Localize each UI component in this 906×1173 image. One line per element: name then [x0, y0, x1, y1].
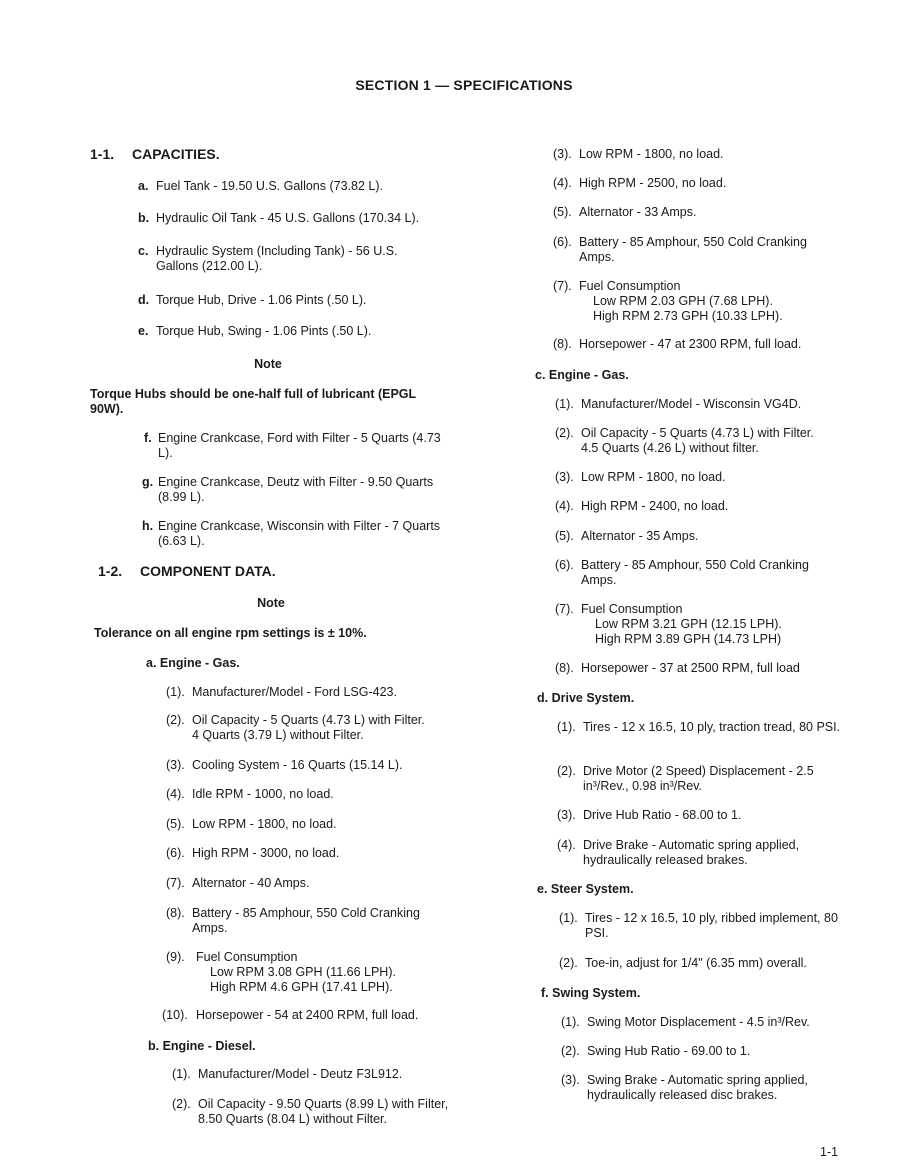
list-item — [138, 179, 438, 194]
list-item — [559, 956, 859, 971]
item-label: (1). — [559, 911, 578, 925]
item-label: b. — [138, 211, 150, 225]
item-text: Manufacturer/Model - Wisconsin VG4D. — [581, 397, 802, 411]
item-text: Engine Crankcase, Wisconsin with Filter - 7 Quarts (6.63 L). — [158, 519, 441, 548]
item-label: (1). — [166, 685, 185, 699]
list-item — [557, 720, 847, 735]
list-item — [553, 205, 853, 220]
list-item — [166, 685, 456, 700]
list-item — [172, 1097, 462, 1127]
list-item — [138, 293, 438, 308]
item-text: Oil Capacity - 5 Quarts (4.73 L) with Filter. — [581, 426, 814, 440]
list-item — [172, 1067, 462, 1082]
item-label: (2). — [557, 764, 576, 778]
item-label: (5). — [555, 529, 574, 543]
list-item — [561, 1044, 861, 1059]
item-label: (5). — [166, 817, 185, 831]
item-subline: High RPM 4.6 GPH (17.41 LPH). — [210, 980, 393, 994]
item-text: High RPM - 3000, no load. — [192, 846, 340, 860]
item-text: Swing Brake - Automatic spring applied, hydraulically released disc brakes. — [587, 1073, 808, 1102]
item-label: d. — [138, 293, 150, 307]
item-text: Cooling System - 16 Quarts (15.14 L). — [192, 758, 403, 772]
item-text: Horsepower - 54 at 2400 RPM, full load. — [196, 1008, 419, 1022]
item-text: Battery - 85 Amphour, 550 Cold Cranking Amps. — [192, 906, 420, 935]
subsection-heading-engine-gas-wisconsin: c. Engine - Gas. — [535, 368, 629, 382]
item-text: Toe-in, adjust for 1/4" (6.35 mm) overall. — [585, 956, 807, 970]
section-heading-capacities — [90, 147, 220, 162]
list-item — [555, 470, 855, 485]
list-item — [553, 176, 853, 191]
item-label: e. — [138, 324, 149, 338]
note-heading: Note — [257, 596, 285, 610]
list-item — [555, 499, 855, 514]
item-label: (1). — [555, 397, 574, 411]
item-text: Idle RPM - 1000, no load. — [192, 787, 334, 801]
list-item — [559, 911, 849, 941]
item-text: High RPM - 2500, no load. — [579, 176, 727, 190]
list-item — [553, 279, 853, 324]
section-number: 1-1. — [90, 146, 115, 162]
item-label: (1). — [557, 720, 576, 734]
item-label: (8). — [553, 337, 572, 351]
item-label: (4). — [166, 787, 185, 801]
item-label: (2). — [555, 426, 574, 440]
subsection-heading-swing-system: f. Swing System. — [541, 986, 641, 1000]
list-item — [166, 846, 456, 861]
item-label: (1). — [561, 1015, 580, 1029]
list-item — [555, 602, 855, 647]
item-text: Battery - 85 Amphour, 550 Cold Cranking Amps. — [581, 558, 809, 587]
item-subline: Low RPM 2.03 GPH (7.68 LPH). — [593, 294, 773, 308]
item-text: Fuel Tank - 19.50 U.S. Gallons (73.82 L). — [156, 179, 383, 193]
item-text: Fuel Consumption — [579, 279, 681, 293]
item-text-line2: 4 Quarts (3.79 L) without Filter. — [192, 728, 364, 742]
list-item — [553, 147, 853, 162]
item-label: (5). — [553, 205, 572, 219]
page-title: SECTION 1 — SPECIFICATIONS — [355, 77, 573, 93]
item-subline: Low RPM 3.21 GPH (12.15 LPH). — [595, 617, 782, 631]
item-label: (3). — [561, 1073, 580, 1087]
list-item — [166, 876, 456, 891]
item-text: Alternator - 35 Amps. — [581, 529, 699, 543]
list-item — [144, 431, 444, 461]
list-item — [555, 661, 855, 676]
item-text: Fuel Consumption — [581, 602, 683, 616]
item-text: Drive Brake - Automatic spring applied, hydraulically released brakes. — [583, 838, 800, 867]
list-item — [166, 713, 456, 743]
section-title: CAPACITIES. — [132, 146, 220, 162]
item-label: (2). — [559, 956, 578, 970]
item-text-line2: 4.5 Quarts (4.26 L) without filter. — [581, 441, 759, 455]
note-text: Torque Hubs should be one-half full of lubricant (EPGL 90W). — [90, 387, 416, 416]
item-label: (3). — [553, 147, 572, 161]
list-item — [561, 1015, 861, 1030]
item-text: Engine Crankcase, Deutz with Filter - 9.50 Quarts (8.99 L). — [158, 475, 434, 504]
item-text: Alternator - 33 Amps. — [579, 205, 697, 219]
item-text: Torque Hub, Swing - 1.06 Pints (.50 L). — [156, 324, 372, 338]
section-heading-component-data — [98, 564, 276, 579]
list-item — [166, 817, 456, 832]
item-text: Swing Motor Displacement - 4.5 in³/Rev. — [587, 1015, 810, 1029]
item-text: Torque Hub, Drive - 1.06 Pints (.50 L). — [156, 293, 367, 307]
list-item — [557, 838, 847, 868]
subsection-heading-engine-diesel: b. Engine - Diesel. — [148, 1039, 256, 1053]
list-item — [138, 324, 438, 339]
item-text: Hydraulic System (Including Tank) - 56 U.S. Gallons (212.00 L). — [156, 244, 398, 273]
item-label: (7). — [166, 876, 185, 890]
list-item — [142, 519, 444, 549]
item-label: (2). — [561, 1044, 580, 1058]
item-text: Drive Hub Ratio - 68.00 to 1. — [583, 808, 742, 822]
item-text: Tires - 12 x 16.5, 10 ply, ribbed implement, 80 PSI. — [585, 911, 838, 940]
item-label: h. — [142, 519, 154, 533]
item-text: Oil Capacity - 5 Quarts (4.73 L) with Filter. — [192, 713, 425, 727]
list-item — [561, 1073, 851, 1103]
list-item — [555, 397, 855, 412]
item-text: Fuel Consumption — [196, 950, 298, 964]
item-text: Hydraulic Oil Tank - 45 U.S. Gallons (170.34 L). — [156, 211, 420, 225]
subsection-heading-steer-system: e. Steer System. — [537, 882, 634, 896]
item-label: (4). — [555, 499, 574, 513]
item-subline: High RPM 2.73 GPH (10.33 LPH). — [593, 309, 783, 323]
item-label: (9). — [166, 950, 185, 964]
list-item — [166, 758, 456, 773]
list-item — [138, 211, 448, 226]
list-item — [555, 558, 845, 588]
note-text: Tolerance on all engine rpm settings is ± 10%. — [94, 626, 367, 640]
list-item — [553, 337, 853, 352]
item-text: Engine Crankcase, Ford with Filter - 5 Quarts (4.73 L). — [158, 431, 441, 460]
list-item — [166, 950, 456, 995]
list-item — [162, 1008, 456, 1023]
list-item — [557, 764, 847, 794]
item-text: Low RPM - 1800, no load. — [192, 817, 337, 831]
item-label: c. — [138, 244, 149, 258]
item-label: (6). — [553, 235, 572, 249]
item-subline: High RPM 3.89 GPH (14.73 LPH) — [595, 632, 782, 646]
item-text: Horsepower - 37 at 2500 RPM, full load — [581, 661, 800, 675]
item-label: (8). — [166, 906, 185, 920]
item-text: Low RPM - 1800, no load. — [579, 147, 724, 161]
list-item — [138, 244, 441, 274]
item-label: (4). — [553, 176, 572, 190]
item-text: Low RPM - 1800, no load. — [581, 470, 726, 484]
item-label: (3). — [555, 470, 574, 484]
list-item — [166, 906, 456, 936]
item-label: (4). — [557, 838, 576, 852]
page-number: 1-1 — [820, 1145, 839, 1159]
item-text: Horsepower - 47 at 2300 RPM, full load. — [579, 337, 802, 351]
item-text: Manufacturer/Model - Deutz F3L912. — [198, 1067, 403, 1081]
item-text: Tires - 12 x 16.5, 10 ply, traction tread, 80 PSI. — [583, 720, 841, 734]
list-item — [553, 235, 845, 265]
list-item — [166, 787, 456, 802]
item-subline: Low RPM 3.08 GPH (11.66 LPH). — [210, 965, 396, 979]
list-item — [555, 529, 855, 544]
item-label: (3). — [557, 808, 576, 822]
note-heading: Note — [254, 357, 282, 371]
item-text: Alternator - 40 Amps. — [192, 876, 310, 890]
item-label: (2). — [166, 713, 185, 727]
item-text: Drive Motor (2 Speed) Displacement - 2.5 in³/Rev., 0.98 in³/Rev. — [583, 764, 814, 793]
subsection-heading-drive-system: d. Drive System. — [537, 691, 635, 705]
item-label: (8). — [555, 661, 574, 675]
item-label: a. — [138, 179, 149, 193]
item-label: (2). — [172, 1097, 191, 1111]
item-label: f. — [144, 431, 152, 445]
list-item — [555, 426, 855, 456]
item-text: Battery - 85 Amphour, 550 Cold Cranking Amps. — [579, 235, 807, 264]
item-label: (6). — [166, 846, 185, 860]
item-label: (6). — [555, 558, 574, 572]
item-label: g. — [142, 475, 154, 489]
item-label: (10). — [162, 1008, 188, 1022]
item-label: (1). — [172, 1067, 191, 1081]
item-text: High RPM - 2400, no load. — [581, 499, 729, 513]
item-text: Oil Capacity - 9.50 Quarts (8.99 L) with Filter, 8.50 Quarts (8.04 L) without Filter. — [198, 1097, 449, 1126]
item-text: Swing Hub Ratio - 69.00 to 1. — [587, 1044, 751, 1058]
item-label: (7). — [553, 279, 572, 293]
item-label: (7). — [555, 602, 574, 616]
list-item — [142, 475, 444, 505]
item-text: Manufacturer/Model - Ford LSG-423. — [192, 685, 397, 699]
section-title: COMPONENT DATA. — [140, 563, 276, 579]
section-number: 1-2. — [98, 563, 123, 579]
item-label: (3). — [166, 758, 185, 772]
subsection-heading-engine-gas: a. Engine - Gas. — [146, 656, 240, 670]
list-item — [557, 808, 847, 823]
